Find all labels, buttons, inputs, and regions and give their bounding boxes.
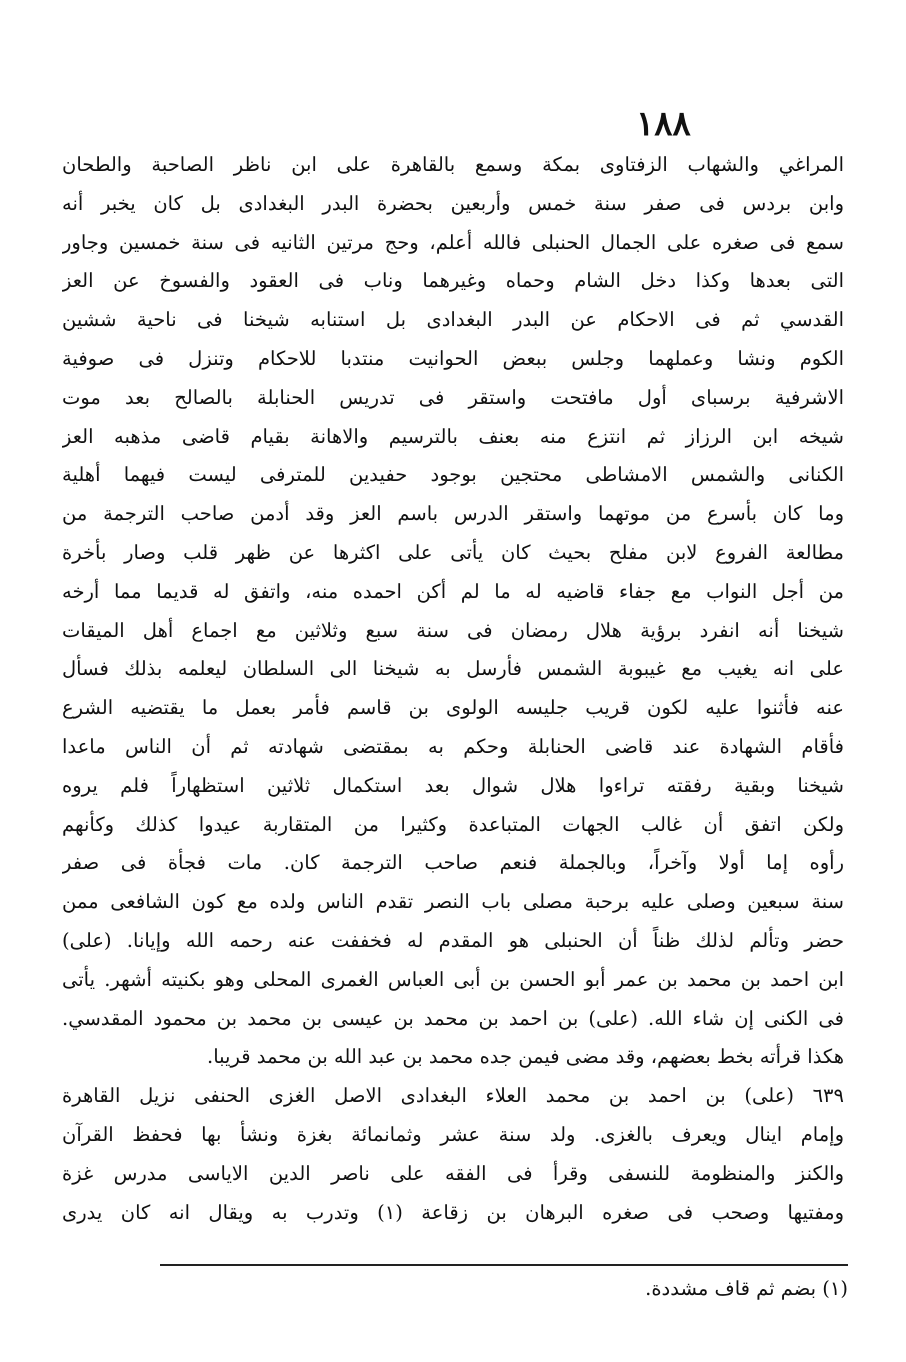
text-line: عنه فأثنوا عليه لكون قريب جليسه الولوى بن قاسم فأمر بعمل ما يقتضيه الشرع [62, 696, 844, 720]
text-line: سنة سبعين وصلى عليه برحبة مصلى باب النصر تقدم الناس ولده مع كون الشافعى ممن [62, 890, 844, 914]
text-line: ابن احمد بن محمد بن عمر أبو الحسن بن أبى العباس الغمرى المحلى وهو بكنيته أشهر. يأتى [62, 967, 844, 991]
text-line: والكنز والمنظومة للنسفى وقرأ فى الفقه على ناصر الدين الاياسى مدرس غزة [62, 1161, 844, 1185]
text-line: ومفتيها وصحب فى صغره البرهان بن زقاعة (١) وتدرب به ويقال انه كان يدرى [62, 1200, 844, 1224]
text-line: من أجل النواب مع جفاء قاضيه له ما لم أكن احمده منه، واتفق له قديما مما أرخه [62, 579, 844, 603]
page-number: ١٨٨ [636, 104, 691, 144]
text-line: شيخنا أنه انفرد برؤية هلال رمضان فى سنة سبع وثلاثين مع اجماع أهل الميقات [62, 618, 844, 642]
text-line: هكذا قرأته بخط بعضهم، وقد مضى فيمن جده محمد بن عبد الله بن محمد قريبا. [207, 1045, 844, 1069]
text-line: فى الكنى إن شاء الله. (على) بن احمد بن محمد بن عيسى بن محمد بن محمود المقدسي. [62, 1006, 844, 1030]
text-line: وابن بردس فى صفر سنة خمس وأربعين بحضرة البدر البغدادى بل كان يخبر أنه [62, 191, 844, 215]
text-line: القدسي ثم فى الاحكام عن البدر البغدادى بل استنابه شيخنا فى ناحية ششين [62, 308, 844, 332]
entry-heading-line: ٦٣٩ (على) بن احمد بن محمد العلاء البغدادى الاصل الغزى الحنفى نزيل القاهرة [62, 1084, 844, 1108]
text-line: وما كان بأسرع من موتهما واستقر الدرس باسم العز وقد أدمن صاحب الترجمة من [62, 502, 844, 526]
text-line: رأوه إما أولا وآخراً، وبالجملة فنعم صاحب الترجمة كان. مات فجأة فى صفر [62, 851, 844, 875]
text-line: مطالعة الفروع لابن مفلح بحيث كان يأتى على اكثرها عن ظهر قلب وصار بأخرة [62, 540, 844, 564]
text-line: فأقام الشهادة عند قاضى الحنابلة وحكم به بمقتضى شهادته ثم أن الناس ماعدا [62, 734, 844, 758]
footnote-separator [160, 1264, 848, 1266]
text-line: حضر وتألم لذلك ظناً أن الحنبلى هو المقدم له فخففت عنه رحمه الله وإيانا. (على) [62, 928, 844, 952]
text-line: وإمام اينال ويعرف بالغزى. ولد سنة عشر وثمانمائة بغزة ونشأ بها فحفظ القرآن [62, 1122, 844, 1146]
text-line: التى بعدها وكذا دخل الشام وحماه وغيرهما وناب فى العقود والفسوخ عن العز [62, 269, 844, 293]
text-line: شيخنا وبقية رفقته تراءوا هلال شوال بعد استكمال ثلاثين استظهاراً فلم يروه [62, 773, 844, 797]
text-line: الاشرفية برسباى أول مافتحت واستقر فى تدريس الحنابلة بالصالح بعد موت [62, 385, 844, 409]
text-line: الكوم ونشا وعملهما وجلس ببعض الحوانيت منتدبا للاحكام وتنزل فى صوفية [62, 346, 844, 370]
text-line: شيخه ابن الرزاز ثم انتزع منه بعنف بالترسيم والاهانة بقيام قاضى مذهبه العز [62, 424, 844, 448]
text-line: ولكن اتفق أن غالب الجهات المتباعدة وكثيرا من المتقاربة عيدوا كذلك وكأنهم [62, 812, 844, 836]
footnote: (١) بضم ثم قاف مشددة. [645, 1277, 848, 1300]
text-line: الكنانى والشمس الامشاطى محتجين بوجود حفيدين للمترفى ليست فيهما أهلية [62, 463, 844, 487]
main-text-block [62, 146, 844, 1232]
text-line: المراغي والشهاب الزفتاوى بمكة وسمع بالقاهرة على ابن ناظر الصاحبة والطحان [62, 153, 844, 176]
text-line: سمع فى صغره على الجمال الحنبلى فالله أعلم، وحج مرتين الثانيه فى سنة خمسين وجاور [62, 230, 844, 254]
text-line: على انه يغيب مع غيبوبة الشمس فأرسل به شيخنا الى السلطان ليعلمه بذلك فسأل [62, 657, 844, 681]
